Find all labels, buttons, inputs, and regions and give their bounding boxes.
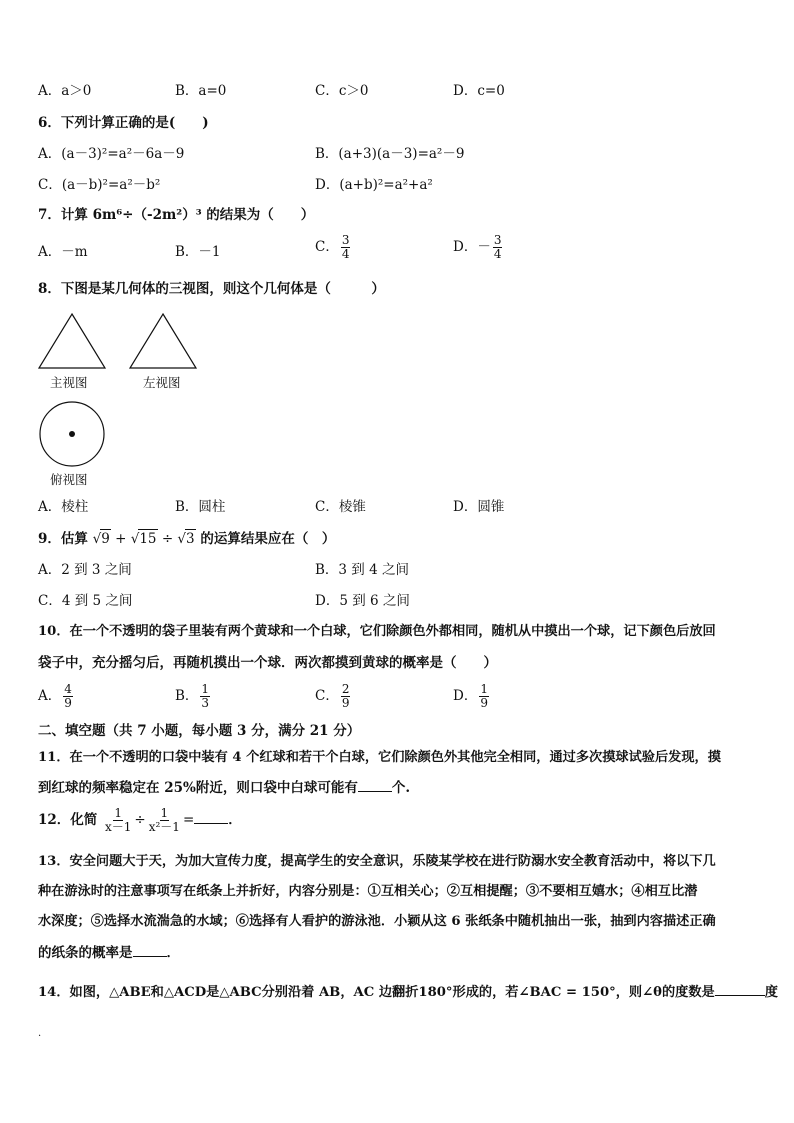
- section-2-heading: 二、填空题（共 7 小题，每小题 3 分，满分 21 分）: [38, 723, 361, 739]
- fraction-denominator: 4: [341, 247, 350, 261]
- q10-option-a: [38, 683, 75, 710]
- q13-text: 的纸条的概率是: [38, 945, 133, 961]
- answer-blank: [715, 983, 765, 996]
- q6-option-d: D．(a+b)²=a²+a²: [315, 177, 433, 193]
- q14-text: 14．如图，△ABE和△ACD是△ABC分别沿着 AB，AC 边翻折180°形成的，若∠BAC = 150°，则∠θ的度数是: [38, 985, 715, 1000]
- front-view-triangle: [37, 312, 107, 370]
- fraction-denominator: 9: [64, 696, 72, 710]
- q12-end: ．: [228, 812, 242, 828]
- q9-option-a: A．2 到 3 之间: [38, 562, 132, 578]
- q9-suffix: 的运算结果应在（ ）: [200, 531, 336, 547]
- q13-stem-line1: 13．安全问题大于天，为加大宣传力度，提高学生的安全意识，乐陵某学校在进行防溺水安全教育活动中，将以下几: [38, 854, 716, 869]
- fraction-numerator: 1: [201, 682, 210, 696]
- q12-fraction-1: [104, 807, 132, 834]
- fraction-denominator: x²－1: [148, 820, 180, 834]
- q5-option-c: C．c＞0: [315, 83, 369, 99]
- q5-option-b: B．a=0: [175, 83, 227, 99]
- q6-option-c: C．(a－b)²=a²－b²: [38, 177, 161, 193]
- radicand: 15: [139, 531, 157, 547]
- option-label: B．: [175, 688, 199, 704]
- q14-end: 度: [764, 985, 778, 1000]
- q7-option-b: B．－1: [175, 244, 221, 260]
- q12-prefix: 12．化简: [38, 812, 98, 828]
- q7-stem: 7．计算 6m⁶÷（-2m²）³ 的结果为（ ）: [38, 207, 315, 223]
- q13-stem-line2: 种在游泳时的注意事项写在纸条上并折好，内容分别是：①互相关心；②互相提醒；③不要相互嬉水；④相互比潜: [38, 884, 698, 899]
- q8-option-d: D．圆锥: [453, 499, 505, 515]
- fraction-denominator: 9: [480, 696, 488, 710]
- q10-option-c: [315, 683, 352, 710]
- q10-stem-line2: 袋子中，充分摇匀后，再随机摸出一个球．两次都摸到黄球的概率是（ ）: [38, 655, 497, 671]
- q7-option-d-fraction: [493, 234, 503, 261]
- fraction-denominator: 3: [201, 696, 210, 710]
- q13-stem-line3: 水深度；⑤选择水流湍急的水域；⑥选择有人看护的游泳池．小颖从这 6 张纸条中随机抽出一张，抽到内容描述正确: [38, 914, 716, 929]
- q8-stem: 8．下图是某几何体的三视图，则这个几何体是（ ）: [38, 281, 385, 297]
- q7-option-c-fraction: [341, 234, 351, 261]
- fraction-numerator: 4: [64, 682, 72, 696]
- q10-option-d-fraction: [479, 683, 489, 710]
- q13-text-end: ．: [166, 945, 180, 961]
- fraction-numerator: 2: [341, 682, 350, 696]
- left-view-caption: 左视图: [143, 375, 181, 390]
- q5-option-d: D．c=0: [453, 83, 505, 99]
- q6-option-a: A．(a－3)²=a²－6a－9: [38, 146, 185, 162]
- option-label: D．: [453, 688, 478, 704]
- q7-option-d: [453, 234, 504, 261]
- fraction-numerator: 1: [480, 682, 488, 696]
- plus-sign: +: [115, 531, 127, 547]
- q8-option-c: C．棱锥: [315, 499, 366, 515]
- top-view-circle: [37, 399, 107, 469]
- stray-dot: .: [38, 1028, 42, 1039]
- q11-text-end: 个.: [391, 780, 411, 796]
- radicand: 3: [186, 531, 195, 547]
- q10-option-d: [453, 683, 491, 710]
- q9-stem: [38, 529, 335, 548]
- q12-expression: [102, 806, 195, 834]
- q12-stem: [38, 807, 242, 834]
- q5-option-a: A．a＞0: [38, 83, 92, 99]
- answer-blank: [358, 779, 392, 792]
- q11-text: 到红球的频率稳定在 25%附近，则口袋中白球可能有: [38, 780, 358, 796]
- q6-option-b: B．(a+3)(a－3)=a²－9: [315, 146, 465, 162]
- q10-option-b: [175, 683, 212, 710]
- q9-option-b: B．3 到 4 之间: [315, 562, 409, 578]
- q11-stem-line2: [38, 779, 410, 797]
- fraction-denominator: 4: [493, 247, 502, 261]
- top-view-caption: 俯视图: [50, 472, 88, 487]
- q9-option-d: D．5 到 6 之间: [315, 593, 410, 609]
- q7-option-c-label: C．: [315, 239, 339, 255]
- fraction-numerator: 3: [341, 233, 350, 247]
- fraction-numerator: 1: [114, 806, 123, 820]
- q10-option-a-fraction: [63, 683, 73, 710]
- fraction-denominator: 9: [341, 696, 350, 710]
- fraction-denominator: x－1: [105, 820, 132, 834]
- divide-sign: ÷: [161, 531, 174, 547]
- q14-stem: [38, 983, 778, 1002]
- q7-option-d-label: D．－: [453, 239, 491, 255]
- q11-stem-line1: 11．在一个不透明的口袋中装有 4 个红球和若干个白球，它们除颜色外其他完全相同，通过多次摸球试验后发现，摸: [38, 750, 721, 765]
- q12-fraction-2: [148, 807, 181, 834]
- q9-expression: √9 + √15 ÷ √3: [92, 531, 195, 547]
- q10-stem-line1: 10．在一个不透明的袋子里装有两个黄球和一个白球，它们除颜色外都相同，随机从中摸出一个球，记下颜色后放回: [38, 624, 716, 639]
- front-view-caption: 主视图: [50, 375, 88, 390]
- q9-prefix: 9．估算: [38, 531, 88, 547]
- fraction-numerator: 3: [493, 233, 502, 247]
- q7-option-a: A．－m: [38, 244, 88, 260]
- q8-option-b: B．圆柱: [175, 499, 226, 515]
- equals-sign: =: [182, 812, 195, 828]
- left-view-triangle: [128, 312, 198, 370]
- q13-stem-line4: [38, 944, 180, 962]
- fraction-numerator: 1: [160, 806, 169, 820]
- q10-option-c-fraction: [341, 683, 351, 710]
- q8-option-a: A．棱柱: [38, 499, 89, 515]
- option-label: A．: [38, 688, 62, 704]
- answer-blank: [133, 944, 167, 957]
- radicand: 9: [101, 531, 110, 547]
- answer-blank: [194, 811, 228, 824]
- q6-stem: 6．下列计算正确的是( ): [38, 115, 209, 131]
- divide-sign: ÷: [134, 812, 146, 828]
- option-label: C．: [315, 688, 339, 704]
- q9-option-c: C．4 到 5 之间: [38, 593, 133, 609]
- q7-option-c: [315, 234, 352, 261]
- q10-option-b-fraction: [200, 683, 210, 710]
